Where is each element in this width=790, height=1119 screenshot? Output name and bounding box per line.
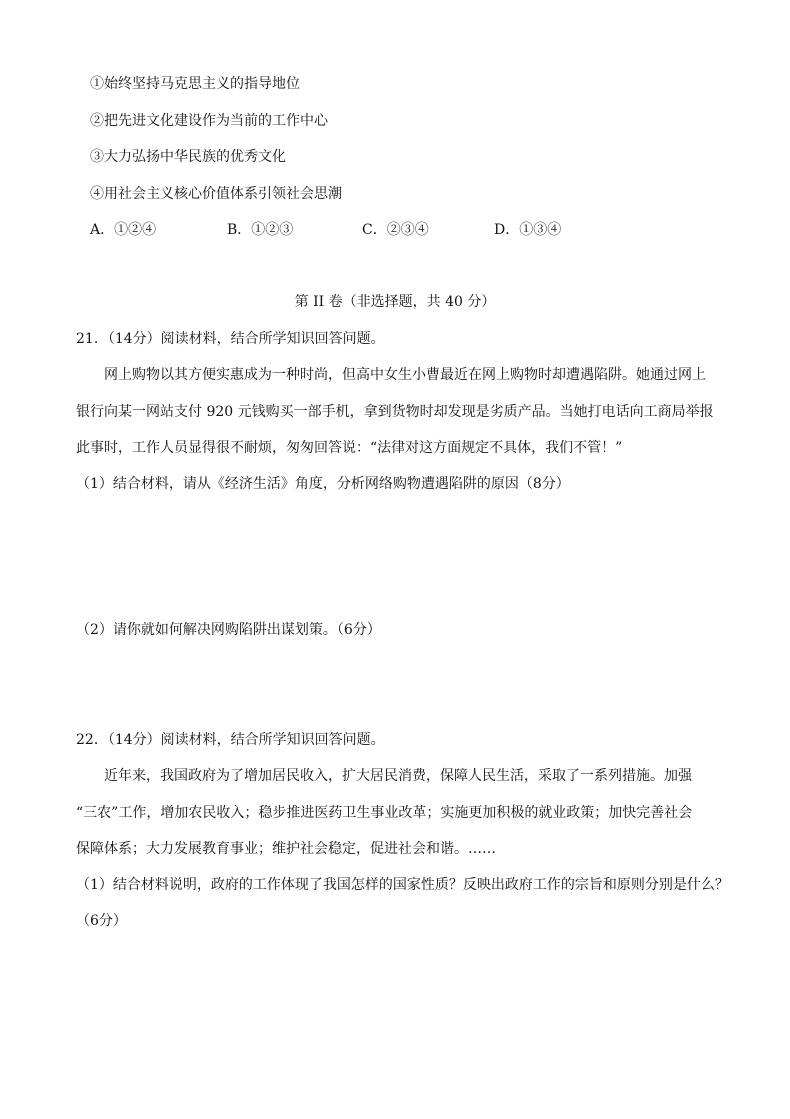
section-title: 第 II 卷（非选择题，共 40 分） xyxy=(294,294,496,310)
question-22-sub-1-line-1: （1）结合材料说明，政府的工作体现了我国怎样的国家性质？反映出政府工作的宗旨和原则分别是什么？ xyxy=(76,877,729,893)
question-22-material-line-2: “三农”工作，增加农民收入；稳步推进医药卫生事业改革；实施更加积极的就业政策；加快完善社会 xyxy=(76,805,693,821)
question-21-material-line-1: 网上购物以其方便实惠成为一种时尚，但高中女生小曹最近在网上购物时却遭遇陷阱。她通过网上 xyxy=(104,367,706,383)
question-21-sub-1: （1）结合材料，请从《经济生活》角度，分析网络购物遭遇陷阱的原因（8分） xyxy=(76,476,570,492)
option-d: D．①③④ xyxy=(494,222,562,238)
statement-2: ②把先进文化建设作为当前的工作中心 xyxy=(90,113,328,129)
statement-3: ③大力弘扬中华民族的优秀文化 xyxy=(90,149,286,165)
question-21-material-line-2: 银行向某一网站支付 920 元钱购买一部手机，拿到货物时却发现是劣质产品。当她打电话向工商局举报 xyxy=(76,404,714,420)
question-21-sub-2: （2）请你就如何解决网购陷阱出谋划策。（6分） xyxy=(76,622,381,638)
question-21-heading: 21．（14分）阅读材料，结合所学知识回答问题。 xyxy=(76,331,385,347)
statement-4: ④用社会主义核心价值体系引领社会思潮 xyxy=(90,186,342,202)
option-c: C．②③④ xyxy=(362,222,429,238)
question-22-heading: 22．（14分）阅读材料，结合所学知识回答问题。 xyxy=(76,732,385,748)
question-22-material-line-1: 近年来，我国政府为了增加居民收入，扩大居民消费，保障人民生活，采取了一系列措施。加强 xyxy=(104,768,692,784)
option-b: B．①②③ xyxy=(227,222,294,238)
statement-1: ①始终坚持马克思主义的指导地位 xyxy=(90,76,300,92)
option-a: A．①②④ xyxy=(90,222,157,238)
question-22-sub-1-line-2: （6分） xyxy=(76,913,127,929)
question-22-material-line-3: 保障体系；大力发展教育事业；维护社会稳定，促进社会和谐。…… xyxy=(76,841,496,857)
question-21-material-line-3: 此事时，工作人员显得很不耐烦，匆匆回答说：“法律对这方面规定不具体，我们不管！” xyxy=(76,440,623,456)
